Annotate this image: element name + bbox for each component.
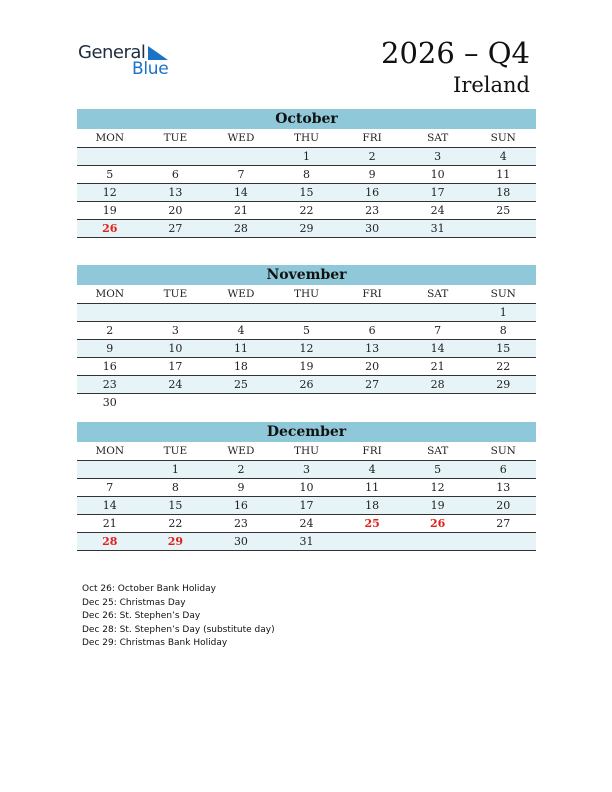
day-cell: 9	[106, 342, 114, 355]
holiday-day-cell: 28	[102, 535, 118, 548]
day-cell: 19	[430, 499, 445, 512]
holiday-note: Dec 26: St. Stephen’s Day	[82, 611, 201, 621]
day-cell: 16	[233, 499, 248, 512]
day-cell: 6	[368, 324, 376, 337]
day-cell: 10	[299, 481, 314, 494]
day-cell: 1	[499, 306, 507, 319]
page-title: 2026 – Q4	[381, 36, 530, 70]
calendar-october	[77, 109, 536, 238]
day-cell: 1	[171, 463, 179, 476]
weekday-label: SUN	[490, 445, 516, 457]
week-row	[77, 202, 536, 220]
day-cell: 11	[233, 342, 248, 355]
day-cell: 20	[168, 204, 183, 217]
weekday-label: SAT	[427, 132, 449, 144]
weekday-label: TUE	[163, 132, 188, 144]
day-cell: 20	[496, 499, 511, 512]
week-row	[77, 497, 536, 515]
weekday-header-row	[77, 442, 536, 461]
day-cell	[470, 533, 536, 550]
day-cell: 13	[168, 186, 183, 199]
holiday-notes	[82, 583, 275, 651]
weekday-header-row	[77, 129, 536, 148]
week-row	[77, 461, 536, 479]
day-cell: 7	[106, 481, 114, 494]
holiday-day-cell: 25	[364, 517, 380, 530]
day-cell: 17	[299, 499, 314, 512]
day-cell: 10	[430, 168, 445, 181]
day-cell: 9	[368, 168, 376, 181]
weekday-label: SAT	[427, 445, 449, 457]
day-cell	[208, 304, 274, 321]
day-cell: 23	[365, 204, 380, 217]
day-cell: 6	[171, 168, 179, 181]
weekday-label: FRI	[362, 132, 382, 144]
day-cell	[405, 533, 471, 550]
day-cell: 25	[233, 378, 248, 391]
day-cell: 5	[434, 463, 442, 476]
day-cell	[77, 304, 143, 321]
day-cell: 16	[102, 360, 117, 373]
day-cell: 11	[496, 168, 511, 181]
day-cell	[143, 394, 209, 411]
day-cell: 24	[168, 378, 183, 391]
day-cell: 23	[102, 378, 117, 391]
day-cell: 22	[496, 360, 511, 373]
weekday-label: SUN	[490, 132, 516, 144]
day-cell: 4	[237, 324, 245, 337]
day-cell: 21	[430, 360, 445, 373]
calendar-november	[77, 265, 536, 411]
day-cell: 5	[303, 324, 311, 337]
day-cell	[77, 461, 143, 478]
day-cell: 30	[365, 222, 380, 235]
day-cell: 9	[237, 481, 245, 494]
day-cell: 14	[233, 186, 248, 199]
holiday-day-cell: 29	[167, 535, 184, 548]
day-cell: 31	[430, 222, 445, 235]
day-cell	[339, 533, 405, 550]
day-cell	[143, 148, 209, 165]
day-cell	[274, 394, 340, 411]
day-cell: 19	[102, 204, 117, 217]
brand-blue-text: Blue	[132, 59, 169, 79]
day-cell: 28	[430, 378, 445, 391]
holiday-day-cell: 26	[102, 222, 118, 235]
day-cell: 12	[102, 186, 117, 199]
day-cell: 11	[365, 481, 380, 494]
day-cell: 5	[106, 168, 114, 181]
holiday-day-cell: 26	[430, 517, 446, 530]
day-cell	[470, 220, 536, 237]
day-cell	[208, 394, 274, 411]
day-cell: 10	[168, 342, 183, 355]
week-row	[77, 515, 536, 533]
day-cell: 2	[106, 324, 114, 337]
day-cell: 12	[430, 481, 445, 494]
day-cell: 15	[299, 186, 314, 199]
day-cell: 22	[299, 204, 314, 217]
day-cell: 8	[171, 481, 179, 494]
week-row	[77, 479, 536, 497]
day-cell: 2	[237, 463, 245, 476]
week-row	[77, 304, 536, 322]
day-cell	[208, 148, 274, 165]
weekday-label: SAT	[427, 288, 449, 300]
day-cell: 27	[365, 378, 380, 391]
day-cell	[143, 304, 209, 321]
day-cell: 18	[365, 499, 380, 512]
country-name: Ireland	[453, 73, 530, 97]
day-cell: 3	[303, 463, 311, 476]
holiday-note: Oct 26: October Bank Holiday	[82, 584, 216, 594]
day-cell: 30	[102, 396, 117, 409]
day-cell: 17	[430, 186, 445, 199]
day-cell: 20	[365, 360, 380, 373]
day-cell	[405, 304, 471, 321]
day-cell: 7	[237, 168, 245, 181]
day-cell: 4	[499, 150, 507, 163]
day-cell: 16	[365, 186, 380, 199]
weekday-label: THU	[294, 445, 320, 457]
day-cell: 8	[499, 324, 507, 337]
week-row	[77, 184, 536, 202]
day-cell: 26	[299, 378, 314, 391]
day-cell: 27	[496, 517, 511, 530]
day-cell	[274, 304, 340, 321]
day-cell: 4	[368, 463, 376, 476]
brand-general-text: General	[78, 42, 146, 63]
day-cell: 29	[299, 222, 314, 235]
week-row	[77, 340, 536, 358]
month-title: November	[77, 265, 536, 285]
week-row	[77, 220, 536, 238]
weekday-label: WED	[227, 132, 255, 144]
weekday-label: MON	[95, 445, 125, 457]
day-cell: 18	[496, 186, 511, 199]
day-cell: 13	[496, 481, 511, 494]
day-cell: 1	[303, 150, 311, 163]
day-cell: 29	[496, 378, 511, 391]
day-cell: 3	[434, 150, 442, 163]
weekday-label: TUE	[163, 288, 188, 300]
month-title: December	[77, 422, 536, 442]
day-cell: 3	[171, 324, 179, 337]
day-cell	[339, 394, 405, 411]
day-cell: 15	[496, 342, 511, 355]
week-row	[77, 376, 536, 394]
weekday-label: THU	[294, 132, 320, 144]
day-cell: 6	[499, 463, 507, 476]
day-cell: 31	[299, 535, 314, 548]
day-cell: 27	[168, 222, 183, 235]
day-cell: 2	[368, 150, 376, 163]
weekday-label: THU	[294, 288, 320, 300]
day-cell: 12	[299, 342, 314, 355]
day-cell	[405, 394, 471, 411]
day-cell: 14	[102, 499, 117, 512]
weekday-label: MON	[95, 288, 125, 300]
week-row	[77, 358, 536, 376]
day-cell: 24	[430, 204, 445, 217]
day-cell: 14	[430, 342, 445, 355]
day-cell: 22	[168, 517, 183, 530]
weekday-label: SUN	[490, 288, 516, 300]
day-cell	[470, 394, 536, 411]
day-cell	[77, 148, 143, 165]
day-cell: 28	[233, 222, 248, 235]
week-row	[77, 166, 536, 184]
day-cell: 21	[233, 204, 248, 217]
week-row	[77, 322, 536, 340]
day-cell: 19	[299, 360, 314, 373]
day-cell: 17	[168, 360, 183, 373]
day-cell	[339, 304, 405, 321]
weekday-label: WED	[227, 288, 255, 300]
month-title: October	[77, 109, 536, 129]
week-row	[77, 148, 536, 166]
week-row	[77, 533, 536, 551]
weekday-label: FRI	[362, 288, 382, 300]
day-cell: 13	[365, 342, 380, 355]
day-cell: 7	[434, 324, 442, 337]
day-cell: 25	[496, 204, 511, 217]
weekday-label: TUE	[163, 445, 188, 457]
holiday-note: Dec 28: St. Stephen’s Day (substitute day)	[82, 624, 275, 635]
holiday-note: Dec 25: Christmas Day	[82, 597, 186, 608]
day-cell: 24	[299, 517, 314, 530]
weekday-header-row	[77, 285, 536, 304]
day-cell: 23	[233, 517, 248, 530]
day-cell: 8	[303, 168, 311, 181]
holiday-note: Dec 29: Christmas Bank Holiday	[82, 638, 228, 648]
weekday-label: WED	[227, 445, 255, 457]
day-cell: 21	[102, 517, 117, 530]
day-cell: 30	[233, 535, 248, 548]
weekday-label: MON	[95, 132, 125, 144]
calendar-december	[77, 422, 536, 551]
week-row	[77, 394, 536, 411]
day-cell: 15	[168, 499, 183, 512]
weekday-label: FRI	[362, 445, 382, 457]
day-cell: 18	[233, 360, 248, 373]
